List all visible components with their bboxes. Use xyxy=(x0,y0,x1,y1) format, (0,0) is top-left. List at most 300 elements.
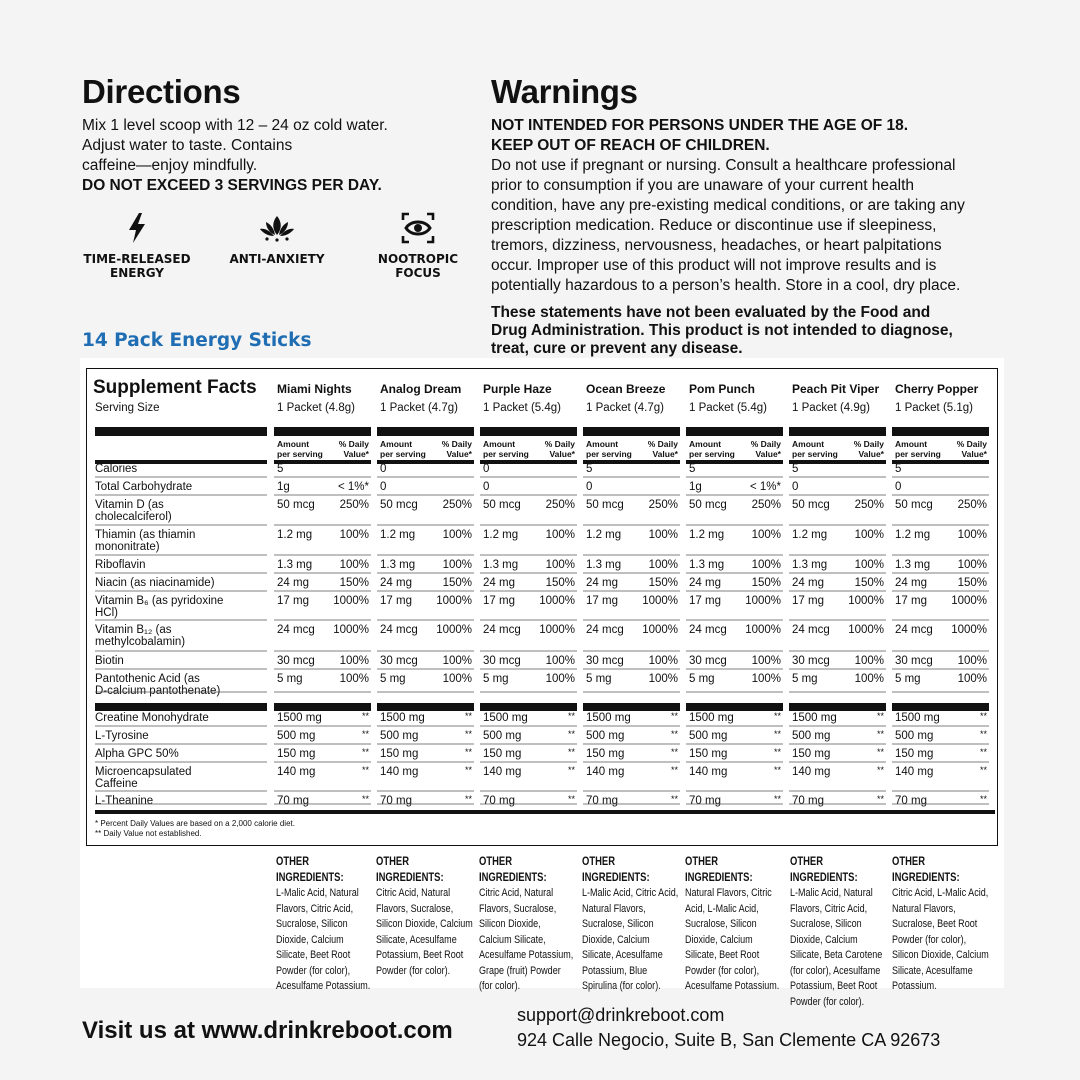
not-established-mark: ** xyxy=(361,711,369,721)
active-amount: 500 mg xyxy=(689,730,728,742)
active-label: L-Tyrosine xyxy=(95,730,149,742)
nutrient-dv: < 1%* xyxy=(749,481,781,493)
active-amount: 500 mg xyxy=(483,730,522,742)
nutrient-amount: 30 mcg xyxy=(895,655,933,667)
ingredient-line: Powder (for color). xyxy=(376,964,451,977)
thick-rule xyxy=(480,460,577,464)
not-established-mark: ** xyxy=(567,765,575,775)
active-amount: 70 mg xyxy=(586,795,618,807)
not-established-mark: ** xyxy=(670,765,678,775)
nutrient-dv: 100% xyxy=(442,559,472,571)
nutrient-dv: 100% xyxy=(751,529,781,541)
nutrient-dv: 250% xyxy=(957,499,987,511)
amount-header: Amount xyxy=(792,439,825,449)
ingredient-line: Powder (for color), xyxy=(276,964,351,977)
thick-rule xyxy=(789,460,886,464)
nutrient-dv: 1000% xyxy=(333,624,369,636)
nutrient-amount: 0 xyxy=(483,481,490,493)
nutrient-amount: 5 mg xyxy=(792,673,818,685)
warning-line-1: Do not use if pregnant or nursing. Consult a healthcare professional xyxy=(491,157,956,174)
product-name: Miami Nights xyxy=(277,382,352,396)
dv-header: Value* xyxy=(652,449,678,459)
ingredient-line: Dioxide, Calcium xyxy=(276,933,344,946)
warning-line-5: tremors, dizziness, nervousness, headaches, or heart palpitations xyxy=(491,237,942,254)
nutrient-dv: 100% xyxy=(545,529,575,541)
nutrient-amount: 1.2 mg xyxy=(380,529,416,541)
other-ingredients-heading: OTHER INGREDIENTS: xyxy=(479,856,547,884)
nutrient-dv: 100% xyxy=(545,673,575,685)
nutrient-label: cholecalciferol) xyxy=(95,511,172,523)
nutrient-dv: 100% xyxy=(957,673,987,685)
fda-line-1: These statements have not been evaluated by the Food and xyxy=(491,304,931,321)
ingredient-line: Dioxide, Calcium xyxy=(790,933,858,946)
ingredient-line: Sucralose, Silicon xyxy=(276,918,348,930)
dv-header: % Daily xyxy=(853,439,884,449)
amount-header: per serving xyxy=(380,449,426,459)
thick-rule xyxy=(892,460,989,464)
nutrient-amount: 5 mg xyxy=(895,673,921,685)
nutrient-amount: 1.3 mg xyxy=(895,559,931,571)
other-ingredients-heading: OTHER INGREDIENTS: xyxy=(685,856,753,884)
not-established-mark: ** xyxy=(464,729,472,739)
nutrient-amount: 0 xyxy=(792,481,799,493)
product-serving: 1 Packet (4.7g) xyxy=(586,402,664,414)
dv-header: Value* xyxy=(343,449,369,459)
thick-rule xyxy=(274,460,371,464)
nutrient-amount: 24 mg xyxy=(792,577,824,589)
not-established-mark: ** xyxy=(979,794,987,804)
other-ingredients-column xyxy=(276,855,374,995)
feature-anti-anxiety xyxy=(212,208,342,266)
ingredient-line: Powder (for color), xyxy=(892,933,967,946)
nutrient-dv: 150% xyxy=(751,577,781,589)
nutrient-label: Vitamin B₁₂ (as xyxy=(95,624,172,636)
nutrient-amount: 24 mg xyxy=(380,577,412,589)
nutrient-dv: 150% xyxy=(442,577,472,589)
nutrient-amount: 0 xyxy=(586,481,593,493)
product-name: Peach Pit Viper xyxy=(792,382,880,396)
website-text: Visit us at www.drinkreboot.com xyxy=(82,1017,453,1044)
active-amount: 70 mg xyxy=(277,795,309,807)
other-ingredients-column xyxy=(892,855,990,995)
section-bar xyxy=(892,427,989,436)
nutrient-dv: 1000% xyxy=(848,595,884,607)
footnote-daily-value: * Percent Daily Values are based on a 2,000 calorie diet. xyxy=(95,819,295,828)
active-amount: 70 mg xyxy=(483,795,515,807)
nutrient-amount: 5 xyxy=(792,463,799,475)
nutrient-amount: 1g xyxy=(277,481,290,493)
nutrient-amount: 50 mcg xyxy=(483,499,521,511)
amount-header: per serving xyxy=(895,449,941,459)
other-ingredients-heading: OTHER INGREDIENTS: xyxy=(582,856,650,884)
nutrient-amount: 1.2 mg xyxy=(689,529,725,541)
nutrient-dv: 100% xyxy=(442,673,472,685)
dv-header: Value* xyxy=(755,449,781,459)
active-amount: 150 mg xyxy=(792,748,831,760)
support-email: support@drinkreboot.com xyxy=(517,1005,725,1025)
nutrient-amount: 5 xyxy=(586,463,593,475)
active-amount: 70 mg xyxy=(792,795,824,807)
not-established-mark: ** xyxy=(876,765,884,775)
active-label: Creatine Monohydrate xyxy=(95,712,209,724)
ingredient-line: Potassium, Blue xyxy=(582,964,648,977)
nutrient-dv: 1000% xyxy=(642,595,678,607)
nutrient-amount: 24 mg xyxy=(586,577,618,589)
dv-header: Value* xyxy=(549,449,575,459)
amount-header: Amount xyxy=(277,439,310,449)
product-serving: 1 Packet (5.4g) xyxy=(483,402,561,414)
feature-energy-line1: TIME-RELEASED xyxy=(83,252,191,266)
nutrient-amount: 50 mcg xyxy=(586,499,624,511)
feature-focus xyxy=(353,208,483,280)
amount-header: per serving xyxy=(689,449,735,459)
not-established-mark: ** xyxy=(670,794,678,804)
section-bar xyxy=(377,703,474,711)
ingredient-line: Potassium. xyxy=(892,980,937,992)
nutrient-amount: 17 mg xyxy=(483,595,515,607)
product-serving: 1 Packet (5.4g) xyxy=(689,402,767,414)
ingredient-line: Dioxide, Calcium xyxy=(685,933,753,946)
nutrient-amount: 24 mg xyxy=(895,577,927,589)
feature-icons xyxy=(76,208,476,288)
ingredient-line: Flavors, Sucralose, xyxy=(376,902,454,915)
directions-line-2: Adjust water to taste. Contains xyxy=(82,137,293,154)
active-amount: 1500 mg xyxy=(277,712,322,724)
warning-line-4: prescription medication. Reduce or discontinue use if sleepiness, xyxy=(491,217,937,234)
nutrient-amount: 17 mg xyxy=(586,595,618,607)
amount-header: Amount xyxy=(689,439,722,449)
nutrient-dv: 1000% xyxy=(745,595,781,607)
nutrient-amount: 5 mg xyxy=(277,673,303,685)
nutrient-amount: 17 mg xyxy=(895,595,927,607)
feature-focus-line1: NOOTROPIC xyxy=(377,252,459,266)
nutrient-dv: 150% xyxy=(854,577,884,589)
active-amount: 1500 mg xyxy=(792,712,837,724)
ingredient-line: Natural Flavors, Citric xyxy=(685,887,772,899)
amount-header: per serving xyxy=(792,449,838,459)
nutrient-dv: 100% xyxy=(648,529,678,541)
nutrient-dv: 250% xyxy=(751,499,781,511)
not-established-mark: ** xyxy=(464,794,472,804)
nutrient-dv: 1000% xyxy=(436,595,472,607)
not-established-mark: ** xyxy=(361,765,369,775)
nutrient-dv: 100% xyxy=(648,559,678,571)
other-ingredients-column xyxy=(790,855,888,1010)
warnings-section xyxy=(491,74,1011,296)
active-amount: 70 mg xyxy=(380,795,412,807)
nutrient-amount: 30 mcg xyxy=(380,655,418,667)
nutrient-amount: 17 mg xyxy=(380,595,412,607)
nutrient-dv: 100% xyxy=(442,655,472,667)
directions-warning: DO NOT EXCEED 3 SERVINGS PER DAY. xyxy=(82,177,382,194)
ingredient-line: Silicate, Beta Carotene xyxy=(790,949,883,961)
nutrient-amount: 5 xyxy=(895,463,902,475)
ingredient-line: Potassium, Beet Root xyxy=(790,980,878,992)
other-ingredients-column xyxy=(685,855,783,995)
nutrient-dv: 100% xyxy=(545,655,575,667)
ingredient-line: Silicate, Beet Root xyxy=(685,949,760,961)
nutrient-amount: 24 mg xyxy=(277,577,309,589)
nutrient-dv: 100% xyxy=(957,655,987,667)
section-bar xyxy=(480,427,577,436)
active-amount: 140 mg xyxy=(895,766,934,778)
nutrient-dv: 100% xyxy=(751,559,781,571)
nutrient-amount: 30 mcg xyxy=(586,655,624,667)
section-bar xyxy=(686,427,783,436)
active-amount: 1500 mg xyxy=(483,712,528,724)
nutrient-amount: 5 mg xyxy=(483,673,509,685)
not-established-mark: ** xyxy=(773,729,781,739)
ingredient-line: Sucralose, Silicon xyxy=(790,918,862,930)
nutrient-amount: 1.3 mg xyxy=(380,559,416,571)
nutrient-amount: 17 mg xyxy=(792,595,824,607)
other-ingredients-column xyxy=(479,855,577,995)
other-ingredients-heading: OTHER INGREDIENTS: xyxy=(376,856,444,884)
nutrient-amount: 17 mg xyxy=(277,595,309,607)
not-established-mark: ** xyxy=(773,747,781,757)
active-amount: 500 mg xyxy=(380,730,419,742)
ingredient-line: Flavors, Sucralose, xyxy=(479,902,557,915)
nutrient-dv: 250% xyxy=(442,499,472,511)
nutrient-amount: 0 xyxy=(380,481,387,493)
nutrient-amount: 30 mcg xyxy=(689,655,727,667)
nutrient-dv: 150% xyxy=(648,577,678,589)
ingredient-line: Flavors, Citric Acid, xyxy=(276,902,354,915)
ingredient-line: Silicon Dioxide, xyxy=(479,918,541,930)
nutrient-amount: 1.3 mg xyxy=(586,559,622,571)
dv-header: Value* xyxy=(961,449,987,459)
dv-header: % Daily xyxy=(647,439,678,449)
ingredient-line: Powder (for color). xyxy=(790,995,865,1008)
nutrient-dv: < 1%* xyxy=(337,481,369,493)
nutrient-dv: 100% xyxy=(854,655,884,667)
feature-anti-anxiety-label: ANTI-ANXIETY xyxy=(229,252,325,266)
nutrient-amount: 5 mg xyxy=(380,673,406,685)
nutrient-label: HCl) xyxy=(95,607,118,619)
amount-header: Amount xyxy=(380,439,413,449)
nutrient-dv: 100% xyxy=(854,529,884,541)
ingredient-line: Potassium, Beet Root xyxy=(376,949,464,961)
nutrient-dv: 1000% xyxy=(539,595,575,607)
amount-header: Amount xyxy=(483,439,516,449)
nutrient-label: Thiamin (as thiamin xyxy=(95,529,196,541)
section-bar xyxy=(789,427,886,436)
nutrient-amount: 1.3 mg xyxy=(483,559,519,571)
active-amount: 1500 mg xyxy=(689,712,734,724)
facts-grid xyxy=(87,369,999,847)
ingredient-line: Spirulina (for color). xyxy=(582,980,661,992)
ingredient-line: L-Malic Acid, Natural xyxy=(276,887,359,899)
ingredient-line: Natural Flavors, xyxy=(892,902,956,915)
nutrient-amount: 24 mg xyxy=(483,577,515,589)
nutrient-dv: 100% xyxy=(957,559,987,571)
section-bar xyxy=(686,703,783,711)
nutrient-dv: 100% xyxy=(854,673,884,685)
active-amount: 150 mg xyxy=(689,748,728,760)
ingredient-line: Grape (fruit) Powder xyxy=(479,964,561,977)
nutrient-dv: 100% xyxy=(339,529,369,541)
product-serving: 1 Packet (4.9g) xyxy=(792,402,870,414)
product-serving: 1 Packet (5.1g) xyxy=(895,402,973,414)
fda-line-3: treat, cure or prevent any disease. xyxy=(491,340,743,357)
contact-block xyxy=(517,1003,940,1053)
not-established-mark: ** xyxy=(773,794,781,804)
dv-header: Value* xyxy=(446,449,472,459)
active-amount: 140 mg xyxy=(586,766,625,778)
nutrient-amount: 24 mg xyxy=(689,577,721,589)
product-serving: 1 Packet (4.8g) xyxy=(277,402,355,414)
nutrient-amount: 0 xyxy=(895,481,902,493)
ingredient-line: Silicate, Acesulfame xyxy=(892,964,973,977)
nutrient-dv: 1000% xyxy=(951,624,987,636)
nutrient-dv: 250% xyxy=(854,499,884,511)
not-established-mark: ** xyxy=(876,794,884,804)
address: 924 Calle Negocio, Suite B, San Clemente CA 92673 xyxy=(517,1030,941,1050)
feature-focus-line2: FOCUS xyxy=(395,266,441,280)
nutrient-amount: 1.3 mg xyxy=(689,559,725,571)
ingredient-line: L-Malic Acid, Citric Acid, xyxy=(582,887,679,899)
fda-disclaimer xyxy=(491,304,1011,358)
not-established-mark: ** xyxy=(567,747,575,757)
ingredient-line: Silicate, Beet Root xyxy=(276,949,351,961)
product-name: Cherry Popper xyxy=(895,382,979,396)
nutrient-dv: 1000% xyxy=(848,624,884,636)
nutrient-dv: 1000% xyxy=(333,595,369,607)
nutrient-amount: 5 mg xyxy=(689,673,715,685)
active-amount: 140 mg xyxy=(689,766,728,778)
directions-line-3: caffeine—enjoy mindfully. xyxy=(82,157,258,174)
not-established-mark: ** xyxy=(773,711,781,721)
ingredient-line: Sucralose, Silicon xyxy=(685,918,757,930)
active-label: Caffeine xyxy=(95,778,138,790)
directions-line-1: Mix 1 level scoop with 12 – 24 oz cold water. xyxy=(82,117,388,134)
not-established-mark: ** xyxy=(567,711,575,721)
nutrient-dv: 100% xyxy=(854,559,884,571)
active-amount: 150 mg xyxy=(483,748,522,760)
thick-rule xyxy=(583,460,680,464)
not-established-mark: ** xyxy=(361,747,369,757)
nutrient-dv: 250% xyxy=(339,499,369,511)
nutrient-dv: 1000% xyxy=(745,624,781,636)
nutrient-label: Vitamin B₆ (as pyridoxine xyxy=(95,595,224,607)
nutrient-dv: 150% xyxy=(545,577,575,589)
dv-header: Value* xyxy=(858,449,884,459)
nutrient-dv: 150% xyxy=(957,577,987,589)
nutrient-amount: 24 mcg xyxy=(895,624,933,636)
ingredient-line: Silicate, Acesulfame xyxy=(376,933,457,946)
nutrient-label: Pantothenic Acid (as xyxy=(95,673,200,685)
nutrient-label: Total Carbohydrate xyxy=(95,481,193,493)
not-established-mark: ** xyxy=(670,711,678,721)
nutrient-amount: 1.2 mg xyxy=(792,529,828,541)
nutrient-amount: 24 mcg xyxy=(277,624,315,636)
dv-header: % Daily xyxy=(544,439,575,449)
product-name: Analog Dream xyxy=(380,382,462,396)
nutrient-amount: 1g xyxy=(689,481,702,493)
nutrient-dv: 1000% xyxy=(642,624,678,636)
nutrient-dv: 100% xyxy=(648,655,678,667)
nutrient-label: Vitamin D (as xyxy=(95,499,164,511)
not-established-mark: ** xyxy=(670,729,678,739)
directions-section xyxy=(82,74,472,196)
ingredient-line: Acesulfame Potassium, xyxy=(479,949,574,961)
active-amount: 1500 mg xyxy=(380,712,425,724)
not-established-mark: ** xyxy=(670,747,678,757)
active-amount: 500 mg xyxy=(277,730,316,742)
pack-title: 14 Pack Energy Sticks xyxy=(82,330,312,351)
ingredient-line: Citric Acid, L-Malic Acid, xyxy=(892,887,989,899)
dv-header: % Daily xyxy=(441,439,472,449)
dv-header: % Daily xyxy=(338,439,369,449)
ingredient-line: (for color). xyxy=(479,980,521,992)
section-bar xyxy=(583,427,680,436)
nutrient-dv: 100% xyxy=(957,529,987,541)
warning-line-6: occur. Improper use of this product will not improve results and is xyxy=(491,257,937,274)
nutrient-amount: 24 mcg xyxy=(689,624,727,636)
nutrient-dv: 100% xyxy=(648,673,678,685)
supplement-facts-table xyxy=(86,368,998,846)
nutrient-amount: 1.2 mg xyxy=(586,529,622,541)
nutrient-amount: 0 xyxy=(380,463,387,475)
nutrient-label: mononitrate) xyxy=(95,541,160,553)
feature-energy xyxy=(72,208,202,280)
nutrient-dv: 1000% xyxy=(539,624,575,636)
nutrient-label: D-calcium pantothenate) xyxy=(95,685,221,697)
ingredient-line: Acesulfame Potassium. xyxy=(685,980,780,992)
not-established-mark: ** xyxy=(773,765,781,775)
lightning-icon xyxy=(72,208,202,248)
nutrient-dv: 100% xyxy=(751,655,781,667)
nutrient-amount: 24 mcg xyxy=(586,624,624,636)
nutrient-amount: 5 xyxy=(277,463,284,475)
not-established-mark: ** xyxy=(876,729,884,739)
not-established-mark: ** xyxy=(567,794,575,804)
other-ingredients-heading: OTHER INGREDIENTS: xyxy=(276,856,344,884)
ingredient-line: Sucralose, Beet Root xyxy=(892,918,978,930)
active-amount: 140 mg xyxy=(792,766,831,778)
nutrient-dv: 150% xyxy=(339,577,369,589)
nutrient-amount: 5 xyxy=(689,463,696,475)
serving-size-label: Serving Size xyxy=(95,402,160,414)
eye-focus-icon xyxy=(353,208,483,248)
section-bar xyxy=(95,427,267,436)
ingredient-line: Natural Flavors, xyxy=(582,902,646,915)
nutrient-amount: 0 xyxy=(483,463,490,475)
supplement-facts-panel xyxy=(80,358,1004,1008)
not-established-mark: ** xyxy=(876,711,884,721)
active-amount: 140 mg xyxy=(483,766,522,778)
active-amount: 70 mg xyxy=(689,795,721,807)
dv-header: % Daily xyxy=(956,439,987,449)
nutrient-amount: 50 mcg xyxy=(380,499,418,511)
active-amount: 500 mg xyxy=(792,730,831,742)
nutrient-amount: 30 mcg xyxy=(792,655,830,667)
nutrient-amount: 24 mcg xyxy=(483,624,521,636)
nutrient-dv: 100% xyxy=(339,655,369,667)
warning-line-2: prior to consumption if you are unaware of your current health xyxy=(491,177,915,194)
fda-line-2: Drug Administration. This product is not intended to diagnose, xyxy=(491,322,953,339)
amount-header: Amount xyxy=(895,439,928,449)
nutrient-amount: 1.2 mg xyxy=(483,529,519,541)
section-bar xyxy=(377,427,474,436)
nutrient-amount: 24 mcg xyxy=(792,624,830,636)
nutrient-dv: 250% xyxy=(648,499,678,511)
nutrient-amount: 1.3 mg xyxy=(277,559,313,571)
ingredient-line: Silicon Dioxide, Calcium xyxy=(376,918,473,930)
amount-header: per serving xyxy=(277,449,323,459)
nutrient-dv: 100% xyxy=(339,673,369,685)
ingredient-line: Powder (for color), xyxy=(685,964,760,977)
